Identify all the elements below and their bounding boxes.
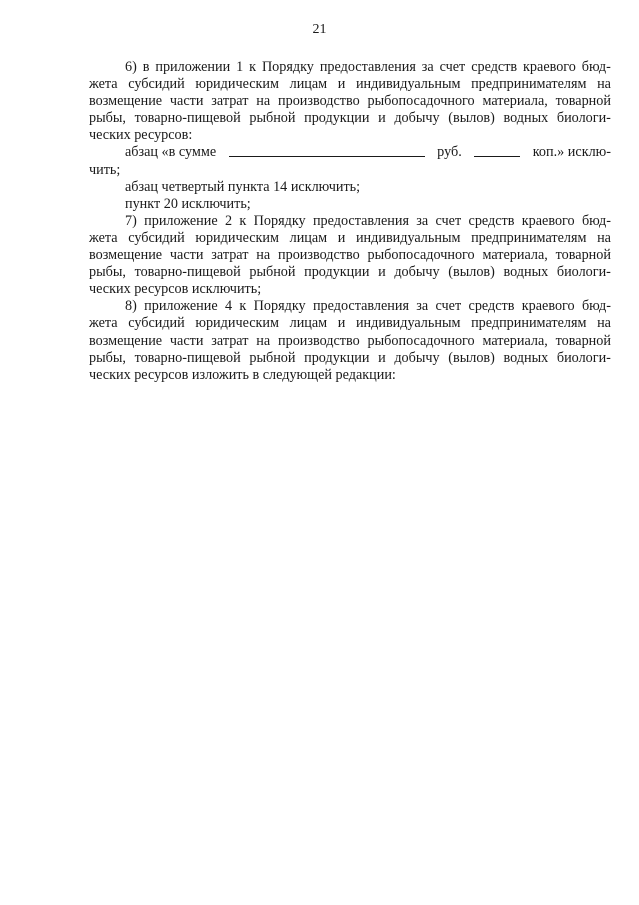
text-line: 8) приложение 4 к Порядку предоставления за счет средств краевого бюд- bbox=[125, 298, 611, 315]
amount-rub-blank bbox=[229, 144, 425, 157]
text-line: рыбы, товарно-пищевой рыбной продукции и добычу (вылов) водных биологи- bbox=[89, 264, 611, 281]
paragraph-7 bbox=[89, 213, 611, 298]
text-line: жета субсидий юридическим лицам и индивидуальным предпринимателям на bbox=[89, 315, 611, 332]
text-line: жета субсидий юридическим лицам и индивидуальным предпринимателям на bbox=[89, 76, 611, 93]
amount-kop-blank bbox=[474, 144, 520, 157]
text-line bbox=[89, 144, 611, 161]
text-line: рыбы, товарно-пищевой рыбной продукции и добычу (вылов) водных биологи- bbox=[89, 349, 611, 366]
text-line: возмещение части затрат на производство рыбопосадочного материала, товарной bbox=[89, 93, 611, 110]
page-number: 21 bbox=[312, 22, 327, 37]
text-line: рыбы, товарно-пищевой рыбной продукции и добычу (вылов) водных биологи- bbox=[89, 110, 611, 127]
paragraph-8 bbox=[89, 298, 611, 383]
blank-suffix: коп.» исклю- bbox=[532, 144, 611, 161]
blank-mid: руб. bbox=[437, 144, 462, 161]
text-line: ческих ресурсов исключить; bbox=[89, 281, 262, 298]
blank-prefix: абзац «в сумме bbox=[125, 144, 217, 161]
text-line: ческих ресурсов: bbox=[89, 127, 193, 144]
document-body bbox=[89, 59, 611, 384]
text-line: возмещение части затрат на производство рыбопосадочного материала, товарной bbox=[89, 332, 611, 349]
text-line: возмещение части затрат на производство рыбопосадочного материала, товарной bbox=[89, 247, 611, 264]
paragraph-item-20: пункт 20 исключить; bbox=[125, 195, 251, 212]
text-line: 6) в приложении 1 к Порядку предоставления за счет средств краевого бюд- bbox=[125, 59, 611, 75]
paragraph-item-14: абзац четвертый пункта 14 исключить; bbox=[125, 178, 361, 195]
paragraph-amount-blank bbox=[89, 144, 611, 178]
text-line: ческих ресурсов изложить в следующей редакции: bbox=[89, 366, 396, 383]
paragraph-6 bbox=[89, 59, 611, 144]
text-line: 7) приложение 2 к Порядку предоставления за счет средств краевого бюд- bbox=[125, 212, 611, 229]
text-line: жета субсидий юридическим лицам и индивидуальным предпринимателям на bbox=[89, 229, 611, 246]
text-line: чить; bbox=[89, 161, 121, 178]
